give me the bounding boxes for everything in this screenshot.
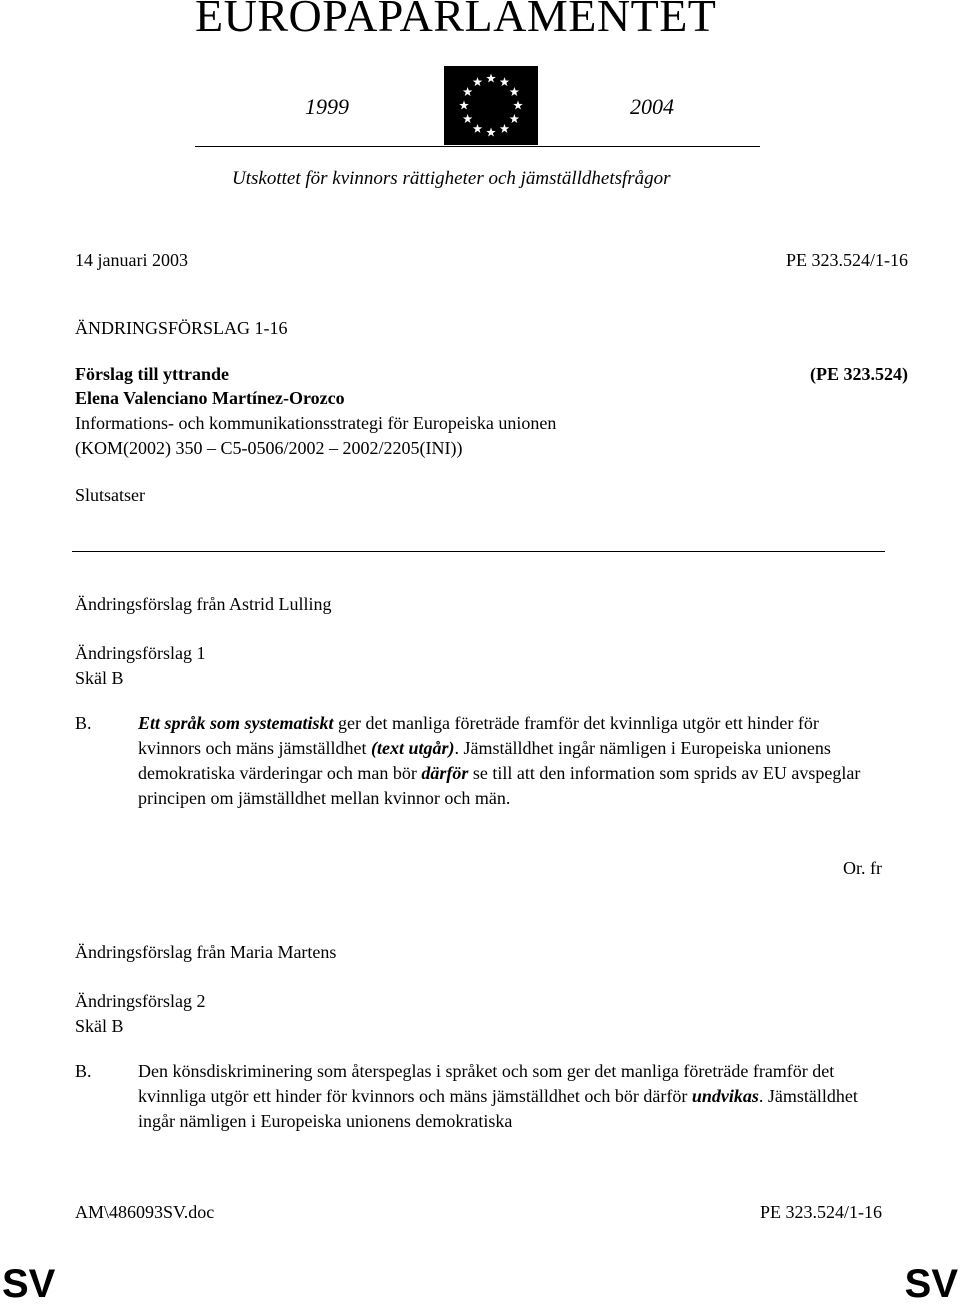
amendment-2-recital: Skäl B xyxy=(75,1016,124,1036)
amendment-2-text-body-2: . Jämställdhet ingår nämligen i Europeiska unionens demokratiska xyxy=(138,1086,858,1131)
pe-reference: (PE 323.524) xyxy=(810,364,908,384)
document-ref: PE 323.524/1-16 xyxy=(785,250,908,270)
amendment-1-text-body-3: se till att den information som sprids av EU avspeglar principen om jämställdhet mellan kvinnor och män. xyxy=(138,763,861,808)
star-icon xyxy=(459,101,469,110)
star-icon xyxy=(510,114,520,123)
document-date: 14 januari 2003 xyxy=(75,250,188,270)
amendment-1-recital: Skäl B xyxy=(75,668,124,688)
amendments-heading: ÄNDRINGSFÖRSLAG 1-16 xyxy=(75,318,288,338)
star-icon xyxy=(500,124,510,133)
eu-flag-logo xyxy=(444,66,538,145)
header-rule xyxy=(195,146,760,147)
amendment-2-author: Ändringsförslag från Maria Martens xyxy=(75,942,337,962)
amendment-1-text xyxy=(138,711,868,811)
star-icon xyxy=(473,124,483,133)
footer-filename: AM\486093SV.doc xyxy=(75,1202,215,1222)
star-icon xyxy=(500,77,510,86)
committee-name: Utskottet för kvinnors rättigheter och jämställdhetsfrågor xyxy=(232,168,671,189)
term-start-year: 1999 xyxy=(305,94,349,119)
rapporteur-name: Elena Valenciano Martínez-Orozco xyxy=(75,388,345,408)
star-icon xyxy=(486,128,496,137)
procedure-line: (KOM(2002) 350 – C5-0506/2002 – 2002/2205(INI)) xyxy=(75,438,463,458)
star-icon xyxy=(463,87,473,96)
star-icon xyxy=(473,77,483,86)
amendment-2-marker: B. xyxy=(75,1061,92,1081)
eu-stars-icon xyxy=(444,66,538,145)
section-rule xyxy=(72,551,885,552)
amendment-1-text-added: Ett språk som systematiskt xyxy=(138,713,334,733)
amendment-2-text xyxy=(138,1059,868,1134)
parliament-title: EUROPAPARLAMENTET xyxy=(195,0,717,41)
language-code-right: SV xyxy=(904,1262,958,1306)
term-end-year: 2004 xyxy=(630,94,674,119)
proposal-label: Förslag till yttrande xyxy=(75,364,229,384)
footer-ref: PE 323.524/1-16 xyxy=(759,1202,882,1222)
amendment-1-original-language: Or. fr xyxy=(843,858,882,878)
subject-line: Informations- och kommunikationsstrategi för Europeiska unionen xyxy=(75,413,557,433)
amendment-1-text-body-2: . Jämställdhet ingår nämligen i Europeiska unionens demokratiska värderingar och man bör xyxy=(138,738,831,783)
star-icon xyxy=(486,74,496,83)
star-icon xyxy=(510,87,520,96)
section-title: Slutsatser xyxy=(75,485,145,505)
amendment-2-number: Ändringsförslag 2 xyxy=(75,991,206,1011)
amendment-1-text-body: ger det manliga företräde framför det kvinnliga utgör ett hinder för kvinnors och mäns jämställdhet xyxy=(138,713,819,758)
amendment-1-marker: B. xyxy=(75,713,92,733)
amendment-1-text-added-2: därför xyxy=(421,763,469,783)
amendment-2-text-added: undvikas xyxy=(691,1086,759,1106)
amendment-2-text-body: Den könsdiskriminering som återspeglas i språket och som ger det manliga företräde framför det kvinnliga utgör ett hinder för kvinnors och mäns jämställdhet och bör därför xyxy=(138,1061,835,1106)
amendment-1-number: Ändringsförslag 1 xyxy=(75,643,206,663)
amendment-1-author: Ändringsförslag från Astrid Lulling xyxy=(75,594,332,614)
language-code-left: SV xyxy=(2,1262,56,1306)
amendment-1-text-deleted: (text utgår) xyxy=(370,738,455,758)
star-icon xyxy=(513,101,523,110)
star-icon xyxy=(463,114,473,123)
